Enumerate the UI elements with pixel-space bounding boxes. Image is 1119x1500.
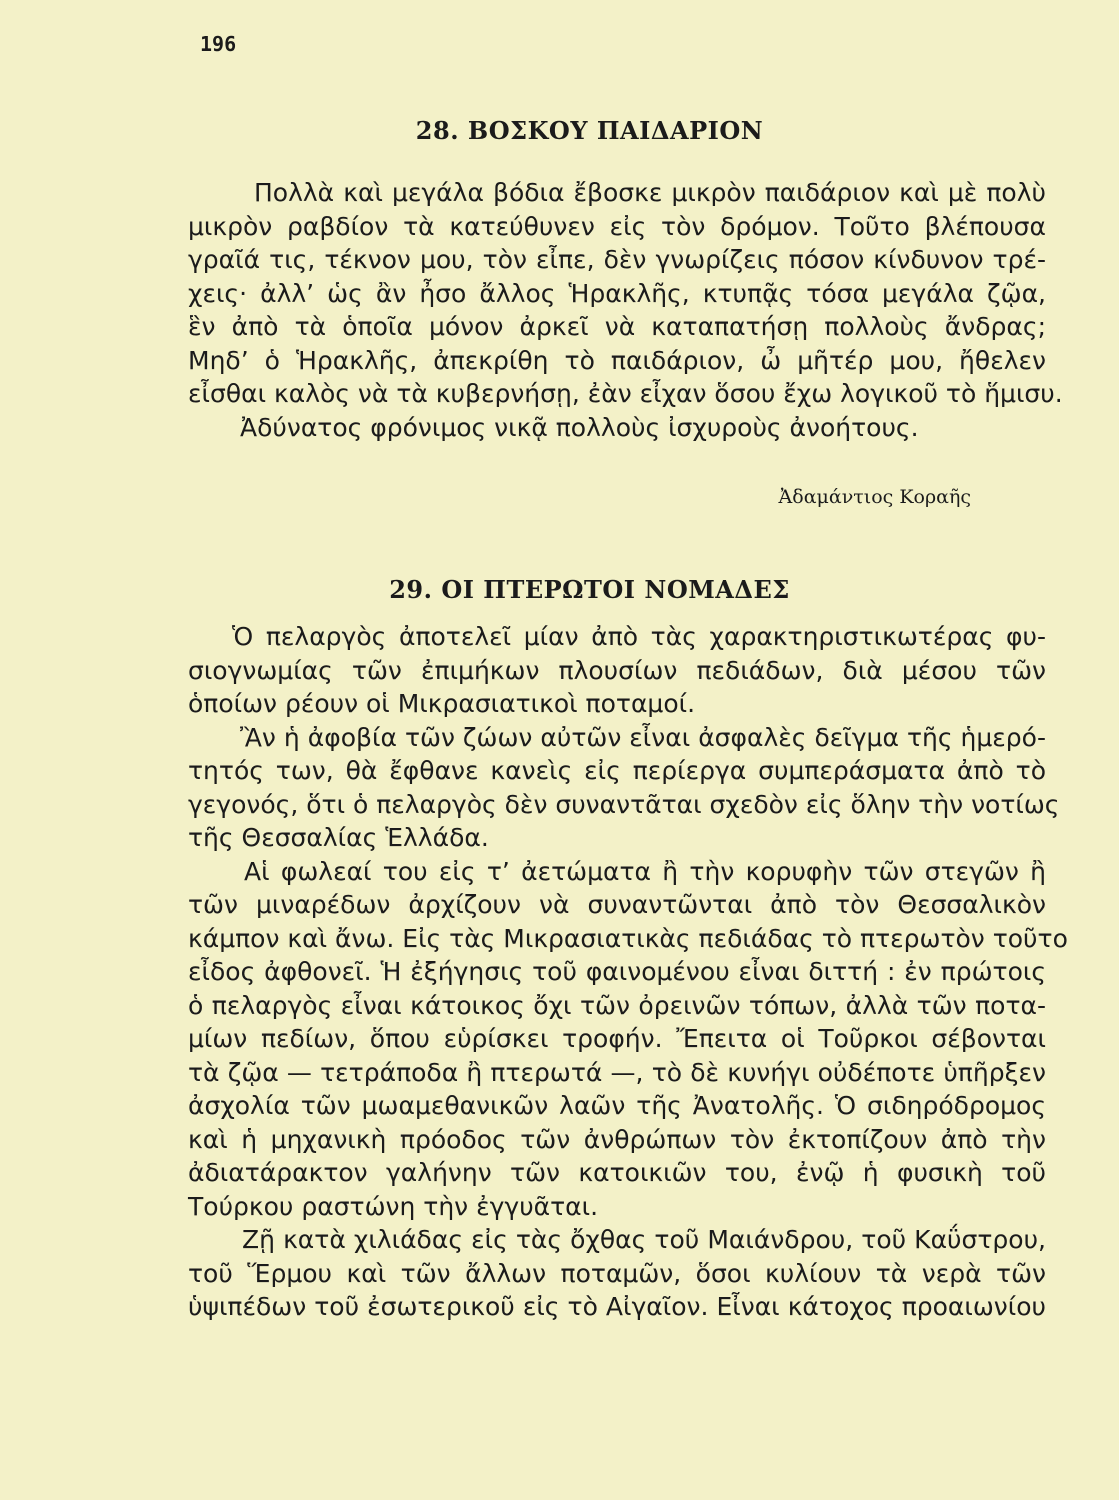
text-line: χεις· ἀλλ’ ὡς ἂν ἦσο ἄλλος Ἡρακλῆς, κτυπᾷς τόσα μεγάλα ζῷα, xyxy=(188,278,1046,308)
text-line: Αἱ φωλεαί του εἰς τ’ ἀετώματα ἢ τὴν κορυφὴν τῶν στεγῶν ἢ xyxy=(244,856,1046,886)
text-line: εἶσθαι καλὸς νὰ τὰ κυβερνήσῃ, ἐὰν εἶχαν ὅσου ἔχω λογικοῦ τὸ ἥμισυ. xyxy=(188,379,1063,408)
section-28-body xyxy=(188,176,1063,444)
text-line: μίων πεδίων, ὅπου εὑρίσκει τροφήν. Ἔπειτα οἱ Τοῦρκοι σέβονται xyxy=(188,1024,1046,1053)
text-line: καὶ ἡ μηχανικὴ πρόοδος τῶν ἀνθρώπων τὸν ἐκτοπίζουν ἀπὸ τὴν xyxy=(188,1124,1046,1154)
text-line: Ἂν ἡ ἀφοβία τῶν ζώων αὐτῶν εἶναι ἀσφαλὲς δεῖγμα τῆς ἡμερό- xyxy=(240,722,1046,752)
text-line: τῆς Θεσσαλίας Ἑλλάδα. xyxy=(188,823,489,852)
section-29-body xyxy=(188,620,1068,1324)
text-line: ἀσχολία τῶν μωαμεθανικῶν λαῶν τῆς Ἀνατολῆς. Ὁ σιδηρόδρομος xyxy=(188,1091,1046,1120)
text-line: ὁ πελαργὸς εἶναι κάτοικος ὄχι τῶν ὀρεινῶν τόπων, ἀλλὰ τῶν ποτα- xyxy=(188,990,1046,1020)
text-line: ὁποίων ρέουν οἱ Μικρασιατικοὶ ποταμοί. xyxy=(188,689,696,718)
text-line: κάμπον καὶ ἄνω. Εἰς τὰς Μικρασιατικὰς πεδιάδας τὸ πτερωτὸν τοῦτο xyxy=(188,923,1068,953)
text-line: Μηδ’ ὁ Ἡρακλῆς, ἀπεκρίθη τὸ παιδάριον, ὦ μῆτέρ μου, ἤθελεν xyxy=(188,345,1046,375)
section-title-28: 28. ΒΟΣΚΟΥ ΠΑΙΔΑΡΙΟΝ xyxy=(415,116,764,145)
text-line: Ὁ πελαργὸς ἀποτελεῖ μίαν ἀπὸ τὰς χαρακτηριστικωτέρας φυ- xyxy=(232,622,1046,651)
text-line: τητός των, θὰ ἔφθανε κανεὶς εἰς περίεργα συμπεράσματα ἀπὸ τὸ xyxy=(188,756,1046,785)
text-line: εἶδος ἀφθονεῖ. Ἡ ἐξήγησις τοῦ φαινομένου εἶναι διττή : ἐν πρώτοις xyxy=(188,957,1046,986)
text-line: Ἀδύνατος φρόνιμος νικᾷ πολλοὺς ἰσχυροὺς ἀνοήτους. xyxy=(240,412,919,442)
text-line: γεγονός, ὅτι ὁ πελαργὸς δὲν συναντᾶται σχεδὸν εἰς ὅλην τὴν νοτίως xyxy=(188,789,1060,819)
text-line: γραῖά τις, τέκνον μου, τὸν εἶπε, δὲν γνωρίζεις πόσον κίνδυνον τρέ- xyxy=(188,245,1046,274)
text-line: τοῦ Ἕρμου καὶ τῶν ἄλλων ποταμῶν, ὅσοι κυλίουν τὰ νερὰ τῶν xyxy=(188,1258,1046,1288)
text-line: τὰ ζῷα — τετράποδα ἢ πτερωτά —, τὸ δὲ κυνήγι οὐδέποτε ὑπῆρξεν xyxy=(188,1057,1046,1087)
text-line: ἀδιατάρακτον γαλήνην τῶν κατοικιῶν του, ἐνῷ ἡ φυσικὴ τοῦ xyxy=(188,1158,1046,1187)
text-line: Τούρκου ραστώνη τὴν ἐγγυᾶται. xyxy=(188,1191,599,1221)
author-signature: Ἀδαμάντιος Κοραῆς xyxy=(778,486,971,508)
text-line: Πολλὰ καὶ μεγάλα βόδια ἔβοσκε μικρὸν παιδάριον καὶ μὲ πολὺ xyxy=(254,178,1046,207)
section-title-29: 29. ΟΙ ΠΤΕΡΩΤΟΙ ΝΟΜΑΔΕΣ xyxy=(389,575,790,604)
text-line: Ζῇ κατὰ χιλιάδας εἰς τὰς ὄχθας τοῦ Μαιάνδρου, τοῦ Καΰστρου, xyxy=(242,1225,1046,1254)
text-line: μικρὸν ραβδίον τὰ κατεύθυνεν εἰς τὸν δρόμον. Τοῦτο βλέπουσα xyxy=(188,211,1046,241)
text-line: ὑψιπέδων τοῦ ἐσωτερικοῦ εἰς τὸ Αἰγαῖον. Εἶναι κάτοχος προαιωνίου xyxy=(188,1292,1046,1321)
text-line: σιογνωμίας τῶν ἐπιμήκων πλουσίων πεδιάδων, διὰ μέσου τῶν xyxy=(188,655,1046,685)
text-line: ἓν ἀπὸ τὰ ὁποῖα μόνον ἀρκεῖ νὰ καταπατήσῃ πολλοὺς ἄνδρας; xyxy=(188,312,1046,341)
page-number: 196 xyxy=(200,32,237,56)
text-line: τῶν μιναρέδων ἀρχίζουν νὰ συναντῶνται ἀπὸ τὸν Θεσσαλικὸν xyxy=(188,890,1046,919)
